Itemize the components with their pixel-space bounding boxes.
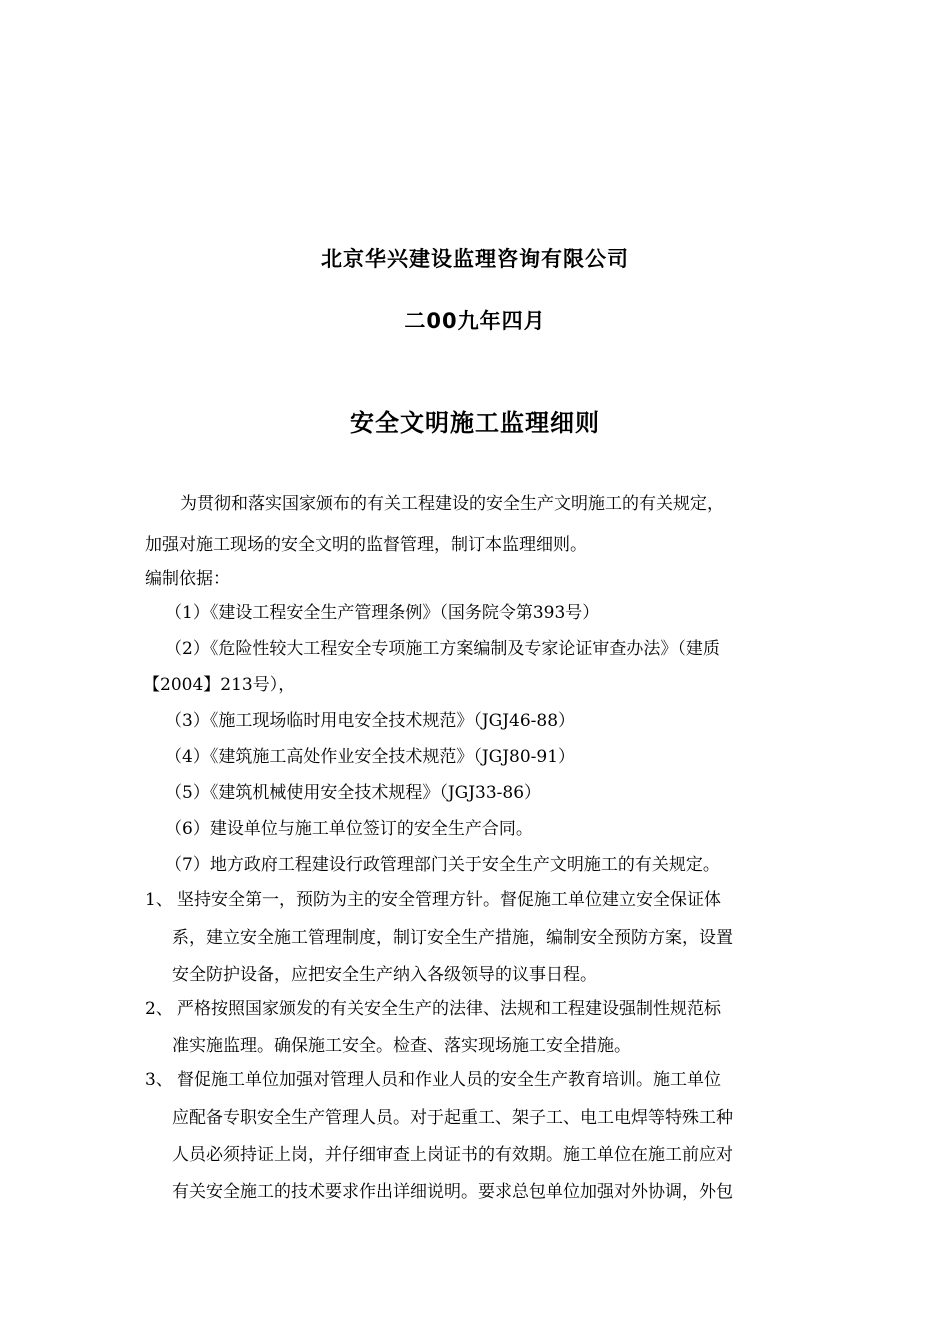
item-number: 3、 bbox=[145, 1070, 173, 1090]
basis-label: 编制依据： bbox=[145, 569, 230, 589]
basis-item: （2）《危险性较大工程安全专项施工方案编制及专家论证审查办法》（建质 bbox=[165, 639, 720, 659]
basis-item: （3）《施工现场临时用电安全技术规范》（JGJ46-88） bbox=[165, 711, 576, 731]
item-number: 1、 bbox=[145, 890, 173, 910]
item-line: 有关安全施工的技术要求作出详细说明。要求总包单位加强对外协调，外包 bbox=[172, 1182, 733, 1202]
item-line: 应配备专职安全生产管理人员。对于起重工、架子工、电工电焊等特殊工种 bbox=[172, 1108, 733, 1128]
basis-item: （7）地方政府工程建设行政管理部门关于安全生产文明施工的有关规定。 bbox=[165, 855, 720, 875]
basis-item: （5）《建筑机械使用安全技术规程》（JGJ33-86） bbox=[165, 783, 542, 803]
basis-item: （1）《建设工程安全生产管理条例》（国务院令第393号） bbox=[165, 603, 600, 623]
intro-line: 加强对施工现场的安全文明的监督管理，制订本监理细则。 bbox=[145, 535, 587, 555]
item-line: 准实施监理。确保施工安全。检查、落实现场施工安全措施。 bbox=[172, 1036, 631, 1056]
item-line: 系，建立安全施工管理制度，制订安全生产措施，编制安全预防方案，设置 bbox=[172, 928, 733, 948]
item-number: 2、 bbox=[145, 999, 173, 1019]
item-line: 坚持安全第一，预防为主的安全管理方针。督促施工单位建立安全保证体 bbox=[177, 890, 721, 910]
item-line: 安全防护设备，应把安全生产纳入各级领导的议事日程。 bbox=[172, 965, 597, 985]
item-line: 严格按照国家颁发的有关安全生产的法律、法规和工程建设强制性规范标 bbox=[177, 999, 721, 1019]
company-name: 北京华兴建设监理咨询有限公司 bbox=[321, 247, 629, 271]
basis-item: 【2004】213号）， bbox=[143, 675, 296, 695]
document-title: 安全文明施工监理细则 bbox=[350, 409, 600, 437]
document-date: 二00九年四月 bbox=[404, 309, 546, 333]
basis-item: （4）《建筑施工高处作业安全技术规范》（JGJ80-91） bbox=[165, 747, 576, 767]
basis-item: （6）建设单位与施工单位签订的安全生产合同。 bbox=[165, 819, 533, 839]
intro-line: 为贯彻和落实国家颁布的有关工程建设的安全生产文明施工的有关规定， bbox=[180, 494, 724, 514]
item-line: 督促施工单位加强对管理人员和作业人员的安全生产教育培训。施工单位 bbox=[177, 1070, 721, 1090]
item-line: 人员必须持证上岗，并仔细审查上岗证书的有效期。施工单位在施工前应对 bbox=[172, 1145, 733, 1165]
